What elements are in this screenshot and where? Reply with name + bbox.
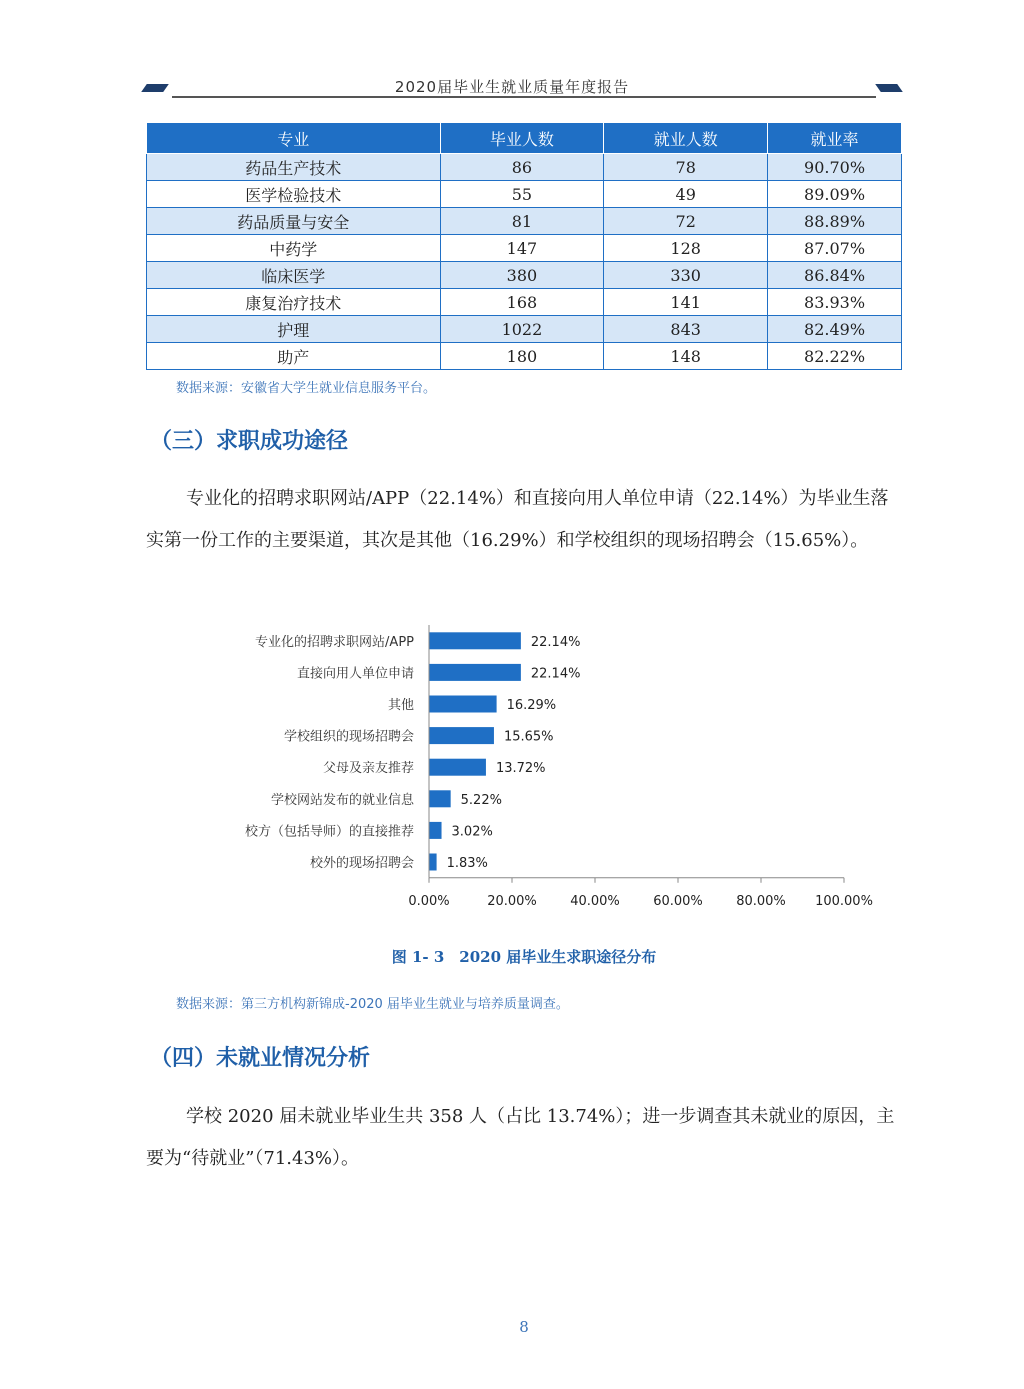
column-header-rate: 就业率 <box>768 123 902 154</box>
cell-employed: 72 <box>604 208 768 235</box>
job-paths-paragraph <box>146 478 906 562</box>
cell-graduates: 168 <box>440 289 604 316</box>
page-number: 8 <box>519 1318 529 1336</box>
x-tick-label: 40.00% <box>570 893 620 909</box>
category-label: 校方（包括导师）的直接推荐 <box>244 824 414 840</box>
employment-rate-table <box>146 122 902 370</box>
cell-employed: 148 <box>604 343 768 370</box>
x-tick-label: 60.00% <box>653 893 703 909</box>
cell-graduates: 86 <box>440 154 604 181</box>
cell-major: 临床医学 <box>147 262 441 289</box>
cell-major: 中药学 <box>147 235 441 262</box>
header-right-ornament <box>875 84 903 92</box>
section-heading-job-paths: （三）求职成功途径 <box>150 429 349 454</box>
cell-major: 护理 <box>147 316 441 343</box>
column-header-graduates: 毕业人数 <box>440 123 604 154</box>
table-row <box>147 181 902 208</box>
cell-major: 药品生产技术 <box>147 154 441 181</box>
cell-employed: 843 <box>604 316 768 343</box>
category-label: 直接向用人单位申请 <box>296 666 414 682</box>
bar <box>429 632 521 649</box>
cell-graduates: 180 <box>440 343 604 370</box>
cell-employed: 128 <box>604 235 768 262</box>
table-row <box>147 289 902 316</box>
cell-employed: 78 <box>604 154 768 181</box>
bar-value-label: 1.83% <box>446 856 488 871</box>
x-tick-label: 0.00% <box>408 893 450 909</box>
table-row <box>147 208 902 235</box>
chart-source-note: 数据来源：第三方机构新锦成-2020 届毕业生就业与培养质量调查。 <box>176 997 569 1012</box>
bar-value-label: 13.72% <box>495 761 546 777</box>
cell-graduates: 147 <box>440 235 604 262</box>
job-paths-bar-chart <box>200 615 900 915</box>
cell-rate: 88.89% <box>768 208 902 235</box>
header-rule <box>172 96 876 98</box>
section-heading-unemployment: （四）未就业情况分析 <box>150 1046 371 1071</box>
bar <box>429 727 494 744</box>
bar-value-label: 3.02% <box>451 824 493 840</box>
bar-value-label: 16.29% <box>506 698 557 713</box>
bar <box>429 759 486 776</box>
category-label: 校外的现场招聘会 <box>309 856 414 871</box>
cell-rate: 82.49% <box>768 316 902 343</box>
cell-employed: 49 <box>604 181 768 208</box>
cell-employed: 141 <box>604 289 768 316</box>
cell-graduates: 55 <box>440 181 604 208</box>
cell-major: 助产 <box>147 343 441 370</box>
cell-rate: 83.93% <box>768 289 902 316</box>
category-label: 学校网站发布的就业信息 <box>270 792 414 808</box>
cell-graduates: 81 <box>440 208 604 235</box>
bar-value-label: 15.65% <box>503 729 554 745</box>
unemployment-paragraph <box>146 1096 906 1180</box>
x-tick-label: 80.00% <box>736 893 786 909</box>
cell-rate: 87.07% <box>768 235 902 262</box>
bar <box>429 790 451 807</box>
cell-rate: 89.09% <box>768 181 902 208</box>
chart-caption: 图 1- 3 2020 届毕业生求职途径分布 <box>391 948 657 966</box>
job-paths-paragraph-text: 专业化的招聘求职网站/APP（22.14%）和直接向用人单位申请（22.14%）为毕业生落实第一份工作的主要渠道，其次是其他（16.29%）和学校组织的现场招聘会（15.65%）。 <box>146 488 889 551</box>
bar-value-label: 5.22% <box>460 792 502 808</box>
category-label: 专业化的招聘求职网站/APP <box>255 634 414 650</box>
bar <box>429 854 437 871</box>
cell-rate: 90.70% <box>768 154 902 181</box>
x-tick-label: 100.00% <box>815 893 873 909</box>
table-header-row <box>147 123 902 154</box>
cell-major: 医学检验技术 <box>147 181 441 208</box>
table-row <box>147 262 902 289</box>
cell-graduates: 380 <box>440 262 604 289</box>
bar <box>429 664 521 681</box>
table-source-note: 数据来源：安徽省大学生就业信息服务平台。 <box>176 381 437 396</box>
cell-rate: 86.84% <box>768 262 902 289</box>
category-label: 其他 <box>387 698 414 713</box>
bar <box>429 822 442 839</box>
cell-major: 康复治疗技术 <box>147 289 441 316</box>
table-row <box>147 316 902 343</box>
cell-major: 药品质量与安全 <box>147 208 441 235</box>
cell-graduates: 1022 <box>440 316 604 343</box>
category-label: 学校组织的现场招聘会 <box>283 729 414 745</box>
table-row <box>147 154 902 181</box>
column-header-employed: 就业人数 <box>604 123 768 154</box>
bar <box>429 696 497 713</box>
page-header-title: 2020届毕业生就业质量年度报告 <box>394 78 630 96</box>
bar-value-label: 22.14% <box>530 634 581 650</box>
x-tick-label: 20.00% <box>487 893 537 909</box>
table-row <box>147 343 902 370</box>
bar-value-label: 22.14% <box>530 666 581 682</box>
cell-rate: 82.22% <box>768 343 902 370</box>
unemployment-paragraph-text: 学校 2020 届未就业毕业生共 358 人（占比 13.74%）；进一步调查其未就业的原因，主要为“待就业”（71.43%）。 <box>146 1106 895 1169</box>
category-label: 父母及亲友推荐 <box>322 761 414 777</box>
table-row <box>147 235 902 262</box>
cell-employed: 330 <box>604 262 768 289</box>
column-header-major: 专业 <box>147 123 441 154</box>
